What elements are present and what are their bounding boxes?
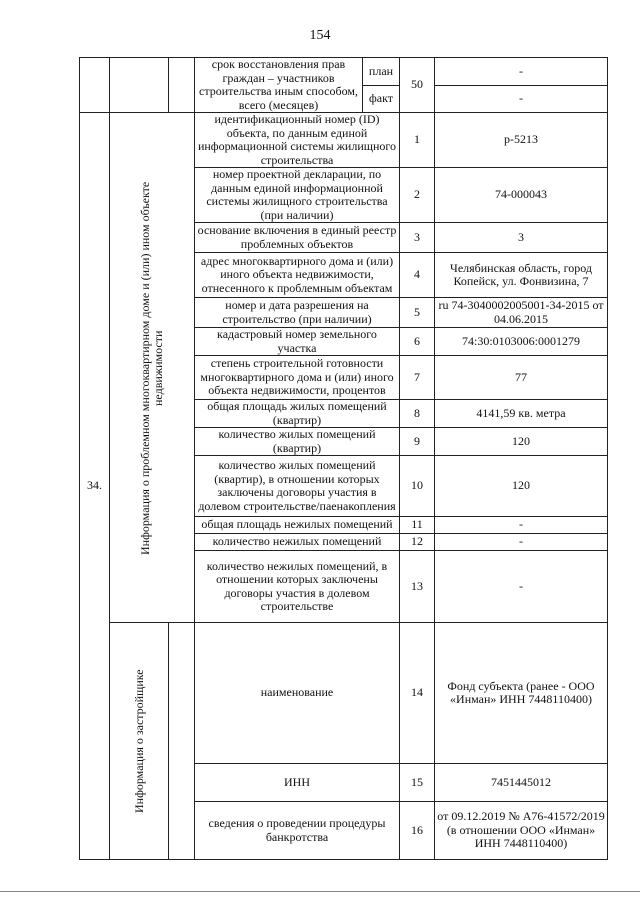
row-number: 3	[400, 223, 435, 253]
row-value: 3	[435, 223, 608, 253]
row-label: ИНН	[195, 764, 400, 802]
row-label: количество жилых помещений (квартир)	[195, 428, 400, 456]
row-value: 4141,59 кв. метра	[435, 400, 608, 428]
row-number: 12	[400, 534, 435, 551]
fact-label: факт	[363, 85, 400, 113]
row-number: 7	[400, 356, 435, 400]
row-value: 120	[435, 456, 608, 517]
row-value: -	[435, 517, 608, 534]
row-label: номер проектной декларации, по данным единой информационной системы жилищного строительства (при наличии)	[195, 168, 400, 223]
row-value: -	[435, 551, 608, 623]
row-number: 6	[400, 328, 435, 356]
row-number: 9	[400, 428, 435, 456]
page-bottom-rule	[0, 891, 640, 892]
row-number: 2	[400, 168, 435, 223]
row-number: 13	[400, 551, 435, 623]
empty-cell	[80, 58, 110, 113]
section-object-title: Информация о проблемном многоквартирном доме и (или) ином объекте недвижимости	[138, 180, 165, 555]
row-label: идентификационный номер (ID) объекта, по данным единой информационной системы жилищного строительства	[195, 113, 400, 168]
row-number: 1	[400, 113, 435, 168]
row-value: 120	[435, 428, 608, 456]
row-value: 74-000043	[435, 168, 608, 223]
section-developer-cell	[110, 623, 169, 860]
row-label: сведения о проведении процедуры банкротства	[195, 802, 400, 860]
section-object-cell	[110, 113, 195, 623]
row-value: 74:30:0103006:0001279	[435, 328, 608, 356]
row-number: 10	[400, 456, 435, 517]
table-row	[80, 113, 608, 168]
row-label: общая площадь жилых помещений (квартир)	[195, 400, 400, 428]
row-value: -	[435, 534, 608, 551]
table-row	[80, 58, 608, 86]
row-number: 15	[400, 764, 435, 802]
row-value: -	[435, 85, 608, 113]
row-value: Фонд субъекта (ранее - ООО «Инман» ИНН 7448110400)	[435, 623, 608, 764]
plan-label: план	[363, 58, 400, 86]
row-label: кадастровый номер земельного участка	[195, 328, 400, 356]
row-value: ru 74-3040002005001-34-2015 от 04.06.2015	[435, 298, 608, 328]
empty-cell	[169, 58, 195, 113]
row-number: 8	[400, 400, 435, 428]
row-label: срок восстановления прав граждан – участников строительства иным способом, всего (месяцев)	[195, 58, 363, 113]
empty-cell	[110, 58, 169, 113]
registry-table	[79, 57, 608, 860]
row-number: 50	[400, 58, 435, 113]
row-number: 4	[400, 253, 435, 298]
row-value: 77	[435, 356, 608, 400]
row-value: р-5213	[435, 113, 608, 168]
row-value: Челябинская область, город Копейск, ул. Фонвизина, 7	[435, 253, 608, 298]
section-developer-title: Информация о застройщике	[131, 669, 146, 813]
row-label: количество жилых помещений (квартир), в отношении которых заключены договоры участия в долевом строительстве/паенакопления	[195, 456, 400, 517]
row-value: -	[435, 58, 608, 86]
entry-number: 34.	[80, 113, 110, 860]
row-value: 7451445012	[435, 764, 608, 802]
empty-cell	[169, 623, 195, 860]
row-label: адрес многоквартирного дома и (или) иного объекта недвижимости, отнесенного к проблемным объектам	[195, 253, 400, 298]
row-number: 14	[400, 623, 435, 764]
row-number: 5	[400, 298, 435, 328]
row-label: общая площадь нежилых помещений	[195, 517, 400, 534]
row-label: количество нежилых помещений	[195, 534, 400, 551]
row-label: основание включения в единый реестр проблемных объектов	[195, 223, 400, 253]
page-number: 154	[309, 28, 331, 43]
row-number: 11	[400, 517, 435, 534]
row-label: степень строительной готовности многоквартирного дома и (или) иного объекта недвижимости, процентов	[195, 356, 400, 400]
row-value: от 09.12.2019 № А76-41572/2019 (в отношении ООО «Инман» ИНН 7448110400)	[435, 802, 608, 860]
row-number: 16	[400, 802, 435, 860]
table-row	[80, 623, 608, 764]
row-label: количество нежилых помещений, в отношении которых заключены договоры участия в долевом строительстве	[195, 551, 400, 623]
row-label: наименование	[195, 623, 400, 764]
row-label: номер и дата разрешения на строительство (при наличии)	[195, 298, 400, 328]
